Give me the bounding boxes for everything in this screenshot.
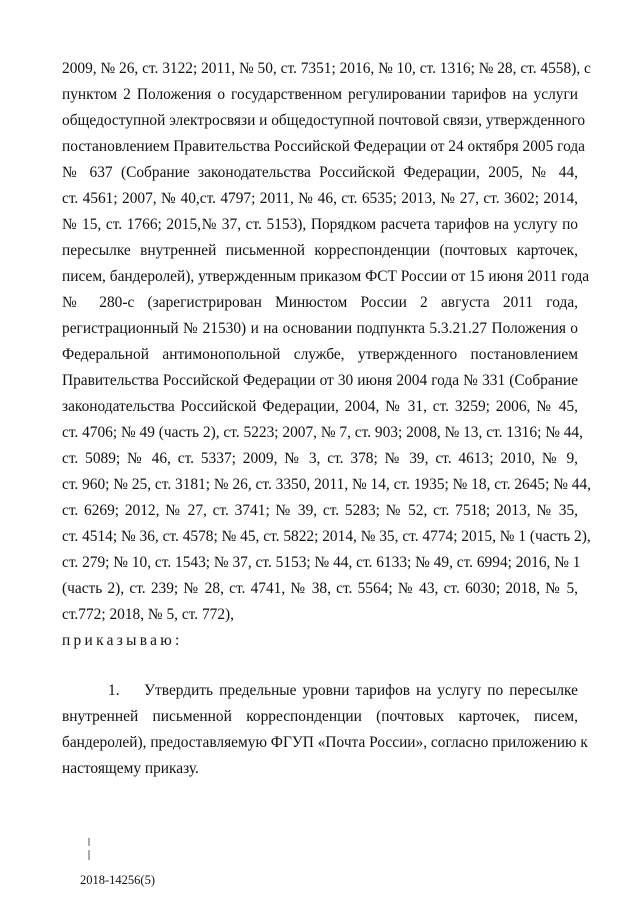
body-line: пересылке внутренней письменной корреспонденции (почтовых карточек, — [62, 242, 578, 259]
body-line: ст. 279; № 10, ст. 1543; № 37, ст. 5153; № 44, ст. 6133; № 49, ст. 6994; 2016, № 1 — [62, 554, 581, 571]
pen-mark-icon — [88, 838, 90, 860]
body-line: законодательства Российской Федерации, 2004, № 31, ст. 3259; 2006, № 45, — [62, 398, 578, 415]
body-line: ст. 960; № 25, ст. 3181; № 26, ст. 3350, 2011, № 14, ст. 1935; № 18, ст. 2645; № 44, — [62, 476, 592, 493]
body-line: Федеральной антимонопольной службе, утвержденного постановлением — [62, 346, 578, 363]
item-line — [62, 678, 578, 704]
order-item-1 — [62, 678, 588, 782]
body-line: ст.772; 2018, № 5, ст. 772), — [62, 606, 235, 623]
body-line: писем, бандеролей), утвержденным приказом ФСТ России от 15 июня 2011 года — [62, 268, 590, 285]
body-paragraph — [62, 56, 592, 628]
body-line: (часть 2), ст. 239; № 28, ст. 4741, № 38, ст. 5564; № 43, ст. 6030; 2018, № 5, — [62, 580, 578, 597]
body-line: ст. 6269; 2012, № 27, ст. 3741; № 39, ст. 5283; № 52, ст. 7518; 2013, № 35, — [62, 502, 578, 519]
body-line: ст. 4706; № 49 (часть 2), ст. 5223; 2007, № 7, ст. 903; 2008, № 13, ст. 1316; № 44, — [62, 424, 583, 441]
order-word: приказываю: — [62, 632, 183, 649]
body-line: ст. 4514; № 36, ст. 4578; № 45, ст. 5822; 2014, № 35, ст. 4774; 2015, № 1 (часть 2), — [62, 528, 591, 545]
item-number: 1. — [108, 682, 120, 699]
body-line: 2009, № 26, ст. 3122; 2011, № 50, ст. 7351; 2016, № 10, ст. 1316; № 28, ст. 4558), с — [62, 60, 591, 77]
item-line: настоящему приказу. — [62, 760, 199, 777]
body-line: № 637 (Собрание законодательства Российской Федерации, 2005, № 44, — [62, 164, 578, 181]
body-line: № 15, ст. 1766; 2015,№ 37, ст. 5153), Порядком расчета тарифов на услугу по — [62, 216, 578, 233]
item-line: внутренней письменной корреспонденции (почтовых карточек, писем, — [62, 708, 578, 725]
body-line: ст. 4561; 2007, № 40,ст. 4797; 2011, № 46, ст. 6535; 2013, № 27, ст. 3602; 2014, — [62, 190, 578, 207]
body-line: ст. 5089; № 46, ст. 5337; 2009, № 3, ст. 378; № 39, ст. 4613; 2010, № 9, — [62, 450, 578, 467]
body-line: пунктом 2 Положения о государственном регулировании тарифов на услуги — [62, 86, 578, 103]
item-text: Утвердить предельные уровни тарифов на услугу по пересылке — [144, 682, 578, 699]
body-line: регистрационный № 21530) и на основании подпункта 5.3.21.27 Положения о — [62, 320, 578, 337]
body-line: общедоступной электросвязи и общедоступной почтовой связи, утвержденного — [62, 112, 586, 129]
body-line: № 280-с (зарегистрирован Минюстом России 2 августа 2011 года, — [62, 294, 578, 311]
body-line: постановлением Правительства Российской Федерации от 24 октября 2005 года — [62, 138, 586, 155]
document-number: 2018-14256(5) — [80, 873, 155, 887]
item-line: бандеролей), предоставляемую ФГУП «Почта России», согласно приложению к — [62, 734, 588, 751]
body-line: Правительства Российской Федерации от 30 июня 2004 года № 331 (Собрание — [62, 372, 578, 389]
